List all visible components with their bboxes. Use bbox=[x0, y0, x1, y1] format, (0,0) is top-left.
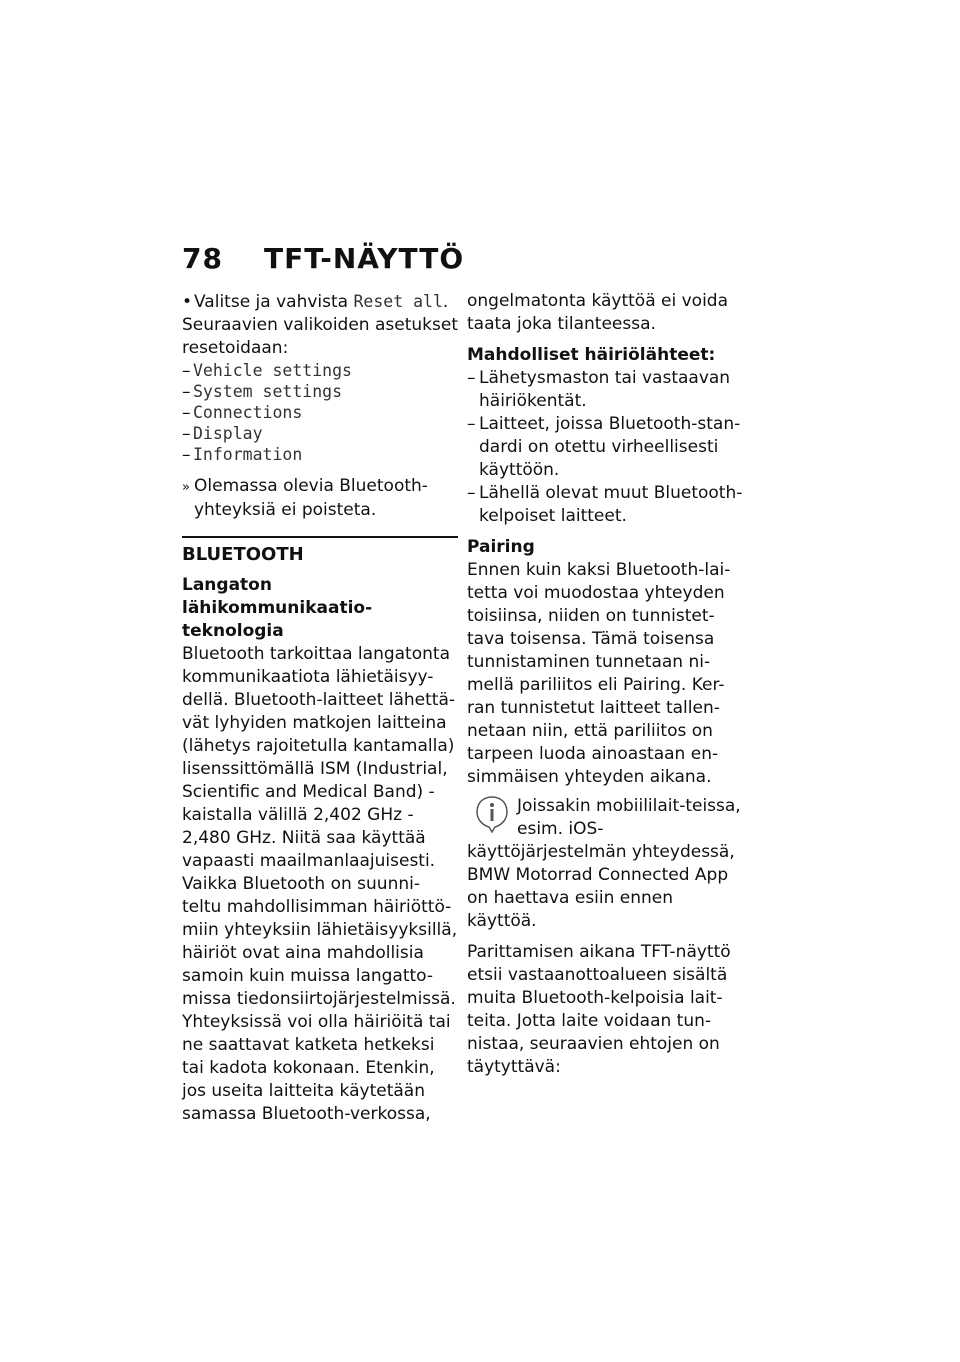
bullet-icon: • bbox=[182, 292, 193, 312]
bluetooth-para-2: Vaikka Bluetooth on suunni-teltu mahdollisimman häiriöttö-miin yhteyksiin lähietäisyyksillä, häiriöt ovat aina mahdollisia samoin kuin muissa langatto-missa tiedonsiirtojärjestelmissä. Yhteyksissä voi olla häiriöitä tai ne saattavat katketa hetkeksi tai kadota kokonaan. Etenkin, jos useita laitteita käytetään samassa Bluetooth-verkossa, bbox=[182, 874, 458, 1124]
intro-text: Seuraavien valikoiden asetukset resetoidaan: bbox=[182, 315, 458, 358]
bluetooth-para-1: Bluetooth tarkoittaa langatonta kommunikaatiota lähietäisyy-dellä. Bluetooth-laitteet lähettä-vät lyhyiden matkojen laitteina (lähetys rajoitetulla kantamalla) lisenssittömällä ISM (Industrial, Scientific and Medical Band) -kaistalla välillä 2,402 GHz - 2,480 GHz. Niitä saa käyttää vapaasti maailmanlaajuisesti. bbox=[182, 644, 456, 871]
page-header bbox=[182, 242, 464, 275]
interference-heading: Mahdolliset häiriölähteet: bbox=[467, 345, 716, 365]
menu-item: – Display bbox=[182, 424, 263, 444]
section-title: BLUETOOTH bbox=[182, 544, 304, 565]
menu-list bbox=[182, 360, 458, 465]
info-icon bbox=[475, 795, 509, 833]
menu-item: – Connections bbox=[182, 403, 303, 423]
section-divider bbox=[182, 536, 458, 538]
note-text: Joissakin mobiililait-teissa, esim. iOS-käyttöjärjestelmän yhteydessä, BMW Motorrad Connected App on haettava esiin ennen käyttöä. bbox=[467, 796, 741, 931]
left-column bbox=[182, 290, 458, 1126]
menu-item: – Information bbox=[182, 445, 303, 465]
interference-list bbox=[467, 367, 745, 528]
menu-item: – System settings bbox=[182, 382, 343, 402]
pairing-heading: Pairing bbox=[467, 537, 535, 557]
page-title: TFT-NÄYTTÖ bbox=[264, 242, 465, 275]
continuation-text: ongelmatonta käyttöä ei voida taata joka tilanteessa. bbox=[467, 291, 729, 334]
subheading: Langaton lähikommunikaatio-teknologia bbox=[182, 575, 373, 641]
interference-item: – Lähellä olevat muut Bluetooth-kelpoiset laitteet. bbox=[467, 483, 743, 526]
right-column bbox=[467, 290, 745, 1079]
page-number: 78 bbox=[182, 242, 223, 275]
note-box bbox=[467, 795, 745, 933]
pairing-text: Ennen kuin kaksi Bluetooth-lai-tetta voi muodostaa yhteyden toisiinsa, niiden on tunnistet-tava toisensa. Tämä toisensa tunnistaminen tunnetaan ni-mellä pariliitos eli Pairing. Ker-ran tunnistetut laitteet tallen-netaan niin, että pariliitos on tarpeen luoda ainoastaan en-simmäisen yhteyden aikana. bbox=[467, 560, 731, 787]
step-item bbox=[182, 290, 458, 314]
step-end: . bbox=[442, 292, 449, 312]
double-chevron-right-icon: » bbox=[182, 480, 190, 495]
reset-all-code: Reset all bbox=[353, 292, 443, 311]
step-text: Valitse ja vahvista bbox=[194, 292, 354, 312]
menu-item: – Vehicle settings bbox=[182, 361, 352, 381]
interference-item: – Laitteet, joissa Bluetooth-stan-dardi on otettu virheellisesti käyttöön. bbox=[467, 414, 741, 480]
result-item bbox=[182, 475, 458, 522]
final-text: Parittamisen aikana TFT-näyttö etsii vastaanottoalueen sisältä muita Bluetooth-kelpoisia lait-teita. Jotta laite voidaan tun-nistaa, seuraavien ehtojen on täytyttävä: bbox=[467, 942, 731, 1077]
result-text: Olemassa olevia Bluetooth-yhteyksiä ei poisteta. bbox=[194, 476, 428, 520]
interference-item: – Lähetysmaston tai vastaavan häiriökentät. bbox=[467, 368, 731, 411]
